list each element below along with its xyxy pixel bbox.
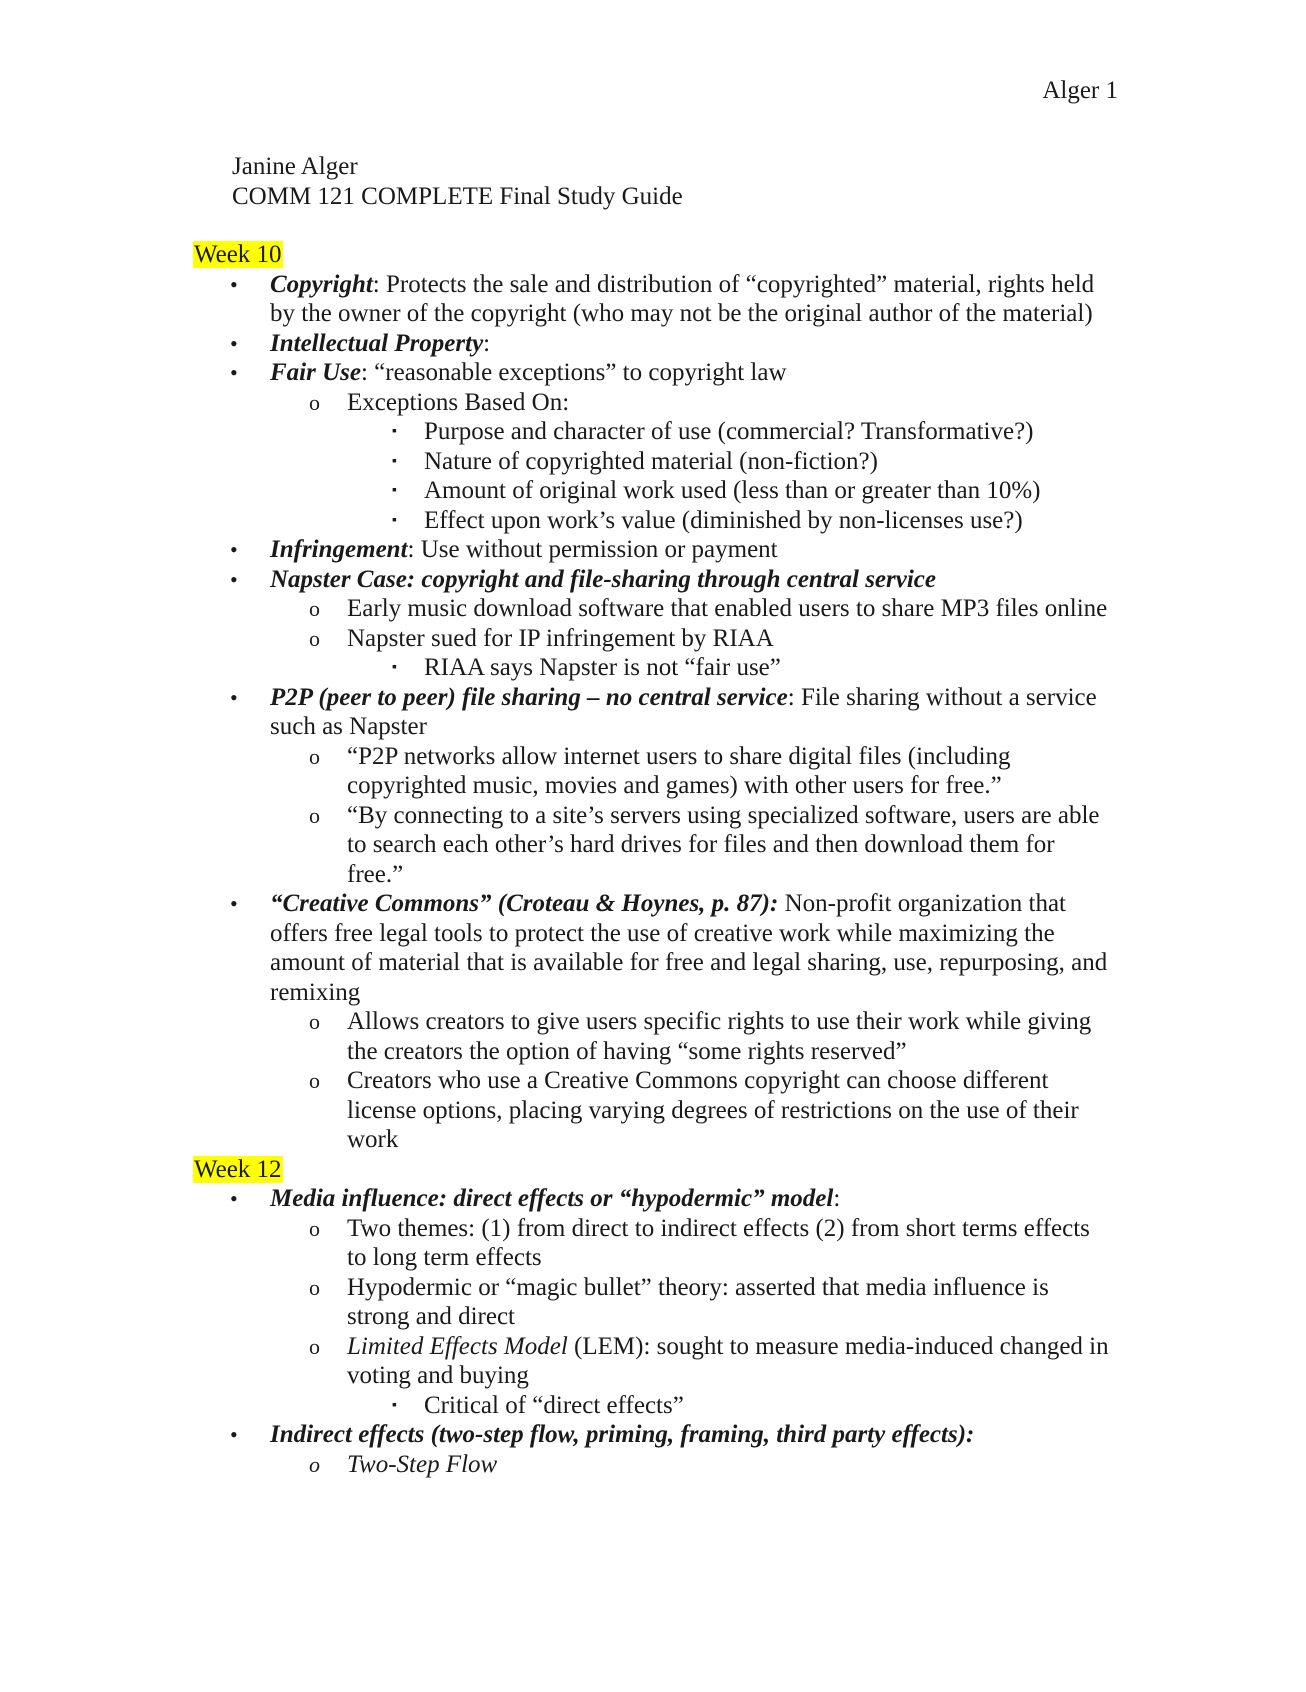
- exceptions-label: Exceptions Based On:: [347, 388, 570, 416]
- disc-bullet-icon: •: [230, 1422, 238, 1447]
- napster-point-text: Early music download software that enabled users to share MP3 files online: [347, 595, 1108, 622]
- list-item-cc-point: [0, 1007, 1306, 1066]
- week-10-list: [0, 270, 1306, 1155]
- list-item-exception: [0, 476, 1306, 506]
- two-step-flow-text: Two-Step Flow: [347, 1450, 498, 1478]
- circle-bullet-icon: o: [309, 1451, 320, 1477]
- square-bullet-icon: ▪: [392, 453, 397, 469]
- document-title: COMM 121 COMPLETE Final Study Guide: [232, 182, 683, 210]
- exception-text: Amount of original work used (less than or greater than 10%): [424, 477, 1041, 504]
- week-12-label: Week 12: [194, 1155, 282, 1183]
- disc-bullet-icon: •: [230, 360, 238, 385]
- definition-infringement: : Use without permission or payment: [407, 536, 778, 563]
- definition-creative-commons: Non-profit organization that offers free legal tools to protect the use of creative work while maximizing the amount of material that is available for free and legal sharing, use, repurposing, and remixing: [270, 890, 1108, 1006]
- list-item-exception: [0, 447, 1306, 477]
- definition-copyright: : Protects the sale and distribution of “copyrighted” material, rights held by the owner of the copyright (who may not be the original author of the material): [270, 270, 1095, 327]
- week-12-list: [0, 1184, 1306, 1479]
- term-napster-case: Napster Case: copyright and file-sharing through central service: [270, 565, 936, 593]
- circle-bullet-icon: o: [309, 802, 320, 828]
- list-item-media-influence: [0, 1184, 1306, 1214]
- exception-text: Effect upon work’s value (diminished by non-licenses use?): [424, 506, 1023, 534]
- term-copyright: Copyright: [270, 270, 373, 298]
- list-item-indirect-effects: [0, 1420, 1306, 1450]
- list-item-lem: [0, 1332, 1306, 1391]
- term-intellectual-property: Intellectual Property: [270, 329, 484, 357]
- term-infringement: Infringement: [270, 536, 408, 563]
- document-body: [0, 152, 1306, 1479]
- list-item-napster: [0, 565, 1306, 595]
- riaa-text: RIAA says Napster is not “fair use”: [424, 654, 781, 681]
- cc-point-text: Creators who use a Creative Commons copyright can choose different license options, placing varying degrees of restrictions on the use of their work: [347, 1067, 1079, 1153]
- definition-media-influence: :: [833, 1185, 841, 1212]
- lem-sub-text: Critical of “direct effects”: [424, 1391, 684, 1419]
- list-item-two-step-flow: [0, 1450, 1306, 1480]
- term-media-influence: Media influence: direct effects or “hypodermic” model: [270, 1185, 834, 1212]
- page-header: Alger 1: [1042, 77, 1118, 104]
- disc-bullet-icon: •: [230, 1186, 238, 1211]
- disc-bullet-icon: •: [230, 537, 238, 562]
- list-item-exception: [0, 417, 1306, 447]
- p2p-point-text: “By connecting to a site’s servers using specialized software, users are able to search each other’s hard drives for files and then download them for free.”: [347, 801, 1100, 888]
- media-point-text: Two themes: (1) from direct to indirect effects (2) from short terms effects to long term effects: [347, 1214, 1090, 1271]
- term-p2p: P2P (peer to peer) file sharing – no central service: [270, 683, 788, 711]
- disc-bullet-icon: •: [230, 891, 238, 916]
- circle-bullet-icon: o: [309, 389, 320, 415]
- disc-bullet-icon: •: [230, 566, 238, 592]
- term-fair-use: Fair Use: [270, 359, 361, 386]
- term-indirect-effects: Indirect effects (two-step flow, priming, framing, third party effects):: [270, 1421, 975, 1448]
- list-item-creative-commons: [0, 889, 1306, 1007]
- media-point-text: Hypodermic or “magic bullet” theory: asserted that media influence is strong and direct: [347, 1273, 1049, 1330]
- circle-bullet-icon: o: [309, 1274, 320, 1300]
- list-item-riaa: [0, 653, 1306, 683]
- list-item-infringement: [0, 535, 1306, 565]
- circle-bullet-icon: o: [309, 1333, 320, 1359]
- definition-fair-use: : “reasonable exceptions” to copyright law: [360, 359, 787, 386]
- circle-bullet-icon: o: [309, 1068, 320, 1093]
- list-item-cc-point: [0, 1066, 1306, 1155]
- list-item-fair-use: [0, 358, 1306, 388]
- author-name: Janine Alger: [232, 153, 358, 180]
- circle-bullet-icon: o: [309, 625, 320, 651]
- list-item-media-point: [0, 1273, 1306, 1332]
- definition-intellectual-property: :: [483, 329, 491, 357]
- week-10-heading: [193, 240, 1306, 270]
- square-bullet-icon: ▪: [392, 483, 397, 498]
- square-bullet-icon: ▪: [392, 1397, 397, 1413]
- disc-bullet-icon: •: [230, 271, 238, 297]
- disc-bullet-icon: •: [230, 684, 238, 710]
- circle-bullet-icon: o: [309, 1215, 320, 1241]
- list-item-intellectual-property: [0, 329, 1306, 359]
- term-creative-commons: “Creative Commons” (Croteau & Hoynes, p. 87):: [270, 890, 779, 917]
- list-item-exception: [0, 506, 1306, 536]
- list-item-napster-point: [0, 624, 1306, 654]
- term-limited-effects-model: Limited Effects Model: [347, 1332, 568, 1360]
- disc-bullet-icon: •: [230, 330, 238, 356]
- list-item-napster-point: [0, 594, 1306, 624]
- list-item-lem-sub: [0, 1391, 1306, 1421]
- definition-p2p: : File sharing without a service such as Napster: [270, 683, 1097, 740]
- list-item-media-point: [0, 1214, 1306, 1273]
- week-12-heading: [193, 1155, 1306, 1185]
- cc-point-text: Allows creators to give users specific rights to use their work while giving the creators the option of having “some rights reserved”: [347, 1008, 1092, 1065]
- list-item-p2p-point: [0, 742, 1306, 801]
- exception-text: Purpose and character of use (commercial? Transformative?): [424, 418, 1034, 445]
- p2p-point-text: “P2P networks allow internet users to share digital files (including copyrighted music, movies and games) with other users for free.”: [347, 742, 1011, 799]
- list-item-p2p: [0, 683, 1306, 742]
- list-item-exceptions: [0, 388, 1306, 418]
- list-item-copyright: [0, 270, 1306, 329]
- list-item-p2p-point: [0, 801, 1306, 890]
- definition-lem: (LEM): sought to measure media-induced changed in voting and buying: [347, 1332, 1109, 1389]
- circle-bullet-icon: o: [309, 596, 320, 621]
- circle-bullet-icon: o: [309, 1009, 320, 1034]
- square-bullet-icon: ▪: [392, 424, 397, 439]
- square-bullet-icon: ▪: [392, 660, 397, 675]
- exception-text: Nature of copyrighted material (non-fiction?): [424, 447, 878, 475]
- square-bullet-icon: ▪: [392, 512, 397, 528]
- napster-point-text: Napster sued for IP infringement by RIAA: [347, 624, 774, 652]
- week-10-label: Week 10: [194, 241, 282, 268]
- circle-bullet-icon: o: [309, 743, 320, 769]
